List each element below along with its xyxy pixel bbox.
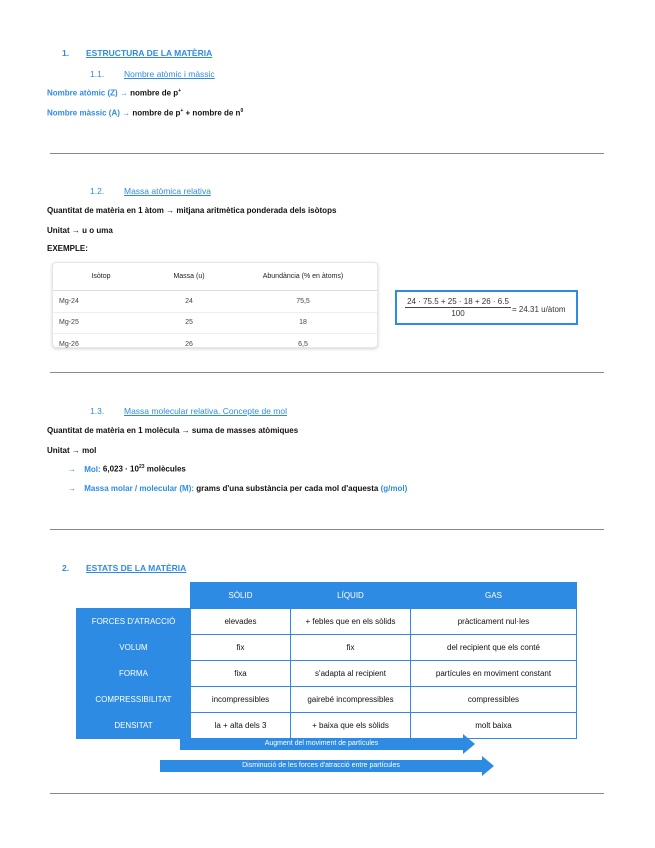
cell-abundance: 18 — [229, 312, 377, 334]
atomic-number-text: nombre de p — [130, 88, 179, 98]
table-cell: gairebé incompressibles — [291, 687, 411, 713]
molar-mass-text: grams d'una substància per cada mol d'aquesta — [196, 484, 379, 493]
divider — [50, 529, 604, 530]
table-cell: fixa — [191, 661, 291, 687]
formula-result: = 24.31 u/àtom — [512, 305, 566, 314]
divider — [50, 372, 604, 373]
formula-denominator: 100 — [451, 309, 465, 318]
table-cell: + baixa que els sòlids — [291, 713, 411, 739]
table-row — [77, 687, 577, 713]
atomic-mass-quantity: Quantitat de matèria en 1 àtom → mitjana aritmètica ponderada dels isòtops — [47, 206, 337, 215]
particle-motion-arrow: Augment del moviment de partícules — [180, 738, 463, 750]
row-header: FORMA — [77, 661, 191, 687]
isotope-table-header — [53, 263, 377, 291]
molar-mass-unit: (g/mol) — [380, 484, 408, 493]
arrow-bullet-icon: → — [68, 484, 76, 493]
subsection-1-2-number: 1.2. — [90, 186, 105, 196]
mass-number-line — [47, 108, 243, 118]
table-corner — [77, 583, 191, 609]
table-cell: + febles que en els sòlids — [291, 609, 411, 635]
section-2-title[interactable]: ESTATS DE LA MATÈRIA — [86, 563, 187, 573]
table-row — [77, 609, 577, 635]
subsection-1-1-number: 1.1. — [90, 69, 105, 79]
formula-box — [395, 290, 578, 325]
divider — [50, 793, 604, 794]
table-row — [77, 713, 577, 739]
table-cell: s'adapta al recipient — [291, 661, 411, 687]
column-solid: SÒLID — [191, 583, 291, 609]
mol-bullet — [68, 464, 186, 474]
table-cell: fix — [191, 635, 291, 661]
states-table — [76, 582, 577, 739]
table-cell: elevades — [191, 609, 291, 635]
proton-sup-2: + — [180, 108, 184, 114]
formula-fraction — [405, 297, 511, 318]
section-1-title[interactable]: ESTRUCTURA DE LA MATÈRIA — [86, 48, 213, 58]
atomic-mass-unit: Unitat → u o uma — [47, 226, 113, 235]
attraction-forces-arrow: Disminució de les forces d'atracció entre partícules — [160, 760, 482, 772]
mass-number-text-b: + nombre de n — [183, 108, 241, 118]
states-header-row — [77, 583, 577, 609]
section-1-number: 1. — [62, 48, 70, 58]
column-gas: GAS — [411, 583, 577, 609]
mol-text: 6,023 · 10 — [102, 464, 139, 474]
mol-tail: molècules — [144, 464, 186, 474]
subsection-1-2-title[interactable]: Massa atòmica relativa — [124, 186, 211, 196]
table-cell: partícules en moviment constant — [411, 661, 577, 687]
cell-isotope: Mg-26 — [59, 340, 79, 348]
molar-mass-label: Massa molar / molecular (M): — [84, 484, 195, 493]
formula-numerator: 24 · 75.5 + 25 · 18 + 26 · 6.5 — [405, 297, 511, 308]
table-row — [53, 334, 377, 355]
subsection-1-3-title[interactable]: Massa molecular relativa. Concepte de mol — [124, 406, 287, 416]
molecular-mass-quantity: Quantitat de matèria en 1 molècula → suma de masses atòmiques — [47, 426, 299, 435]
cell-mass: 24 — [149, 291, 229, 313]
row-header: FORCES D'ATRACCIÓ — [77, 609, 191, 635]
subsection-1-1-title[interactable]: Nombre atòmic i màssic — [124, 69, 215, 79]
section-2-number: 2. — [62, 563, 70, 573]
table-cell: fix — [291, 635, 411, 661]
isotope-table-card — [52, 262, 378, 348]
proton-sup: + — [178, 88, 182, 94]
subsection-1-3-number: 1.3. — [90, 406, 105, 416]
example-label: EXEMPLE: — [47, 244, 88, 253]
arrow-bullet-icon: → — [68, 464, 76, 474]
header-mass: Massa (u) — [149, 263, 229, 291]
table-cell: compressibles — [411, 687, 577, 713]
cell-mass: 26 — [185, 340, 193, 348]
molar-mass-bullet — [68, 484, 407, 493]
avogadro-exponent: 23 — [138, 464, 145, 470]
table-cell: pràcticament nul·les — [411, 609, 577, 635]
row-header: COMPRESSIBILITAT — [77, 687, 191, 713]
row-header: VOLUM — [77, 635, 191, 661]
table-cell: incompressibles — [191, 687, 291, 713]
mass-number-text-a: nombre de p — [132, 108, 181, 118]
row-header: DENSITAT — [77, 713, 191, 739]
table-row — [53, 291, 377, 313]
cell-isotope: Mg-24 — [53, 291, 149, 313]
isotope-table — [53, 263, 377, 355]
molecular-mass-unit: Unitat → mol — [47, 446, 97, 455]
header-isotope: Isòtop — [53, 263, 149, 291]
atomic-number-label: Nombre atòmic (Z) → — [47, 88, 128, 98]
cell-mass: 25 — [149, 312, 229, 334]
table-row — [53, 312, 377, 334]
cell-abundance: 6,5 — [298, 340, 308, 348]
atomic-number-line — [47, 88, 181, 98]
table-cell: del recipient que els conté — [411, 635, 577, 661]
header-abundance: Abundància (% en àtoms) — [229, 263, 377, 291]
divider — [50, 153, 604, 154]
mass-number-label: Nombre màssic (A) → — [47, 108, 131, 118]
table-cell: la + alta dels 3 — [191, 713, 291, 739]
neutron-sup: 0 — [240, 108, 244, 114]
table-cell: molt baixa — [411, 713, 577, 739]
mol-label: Mol: — [84, 464, 101, 474]
table-row — [77, 635, 577, 661]
cell-abundance: 75,5 — [229, 291, 377, 313]
table-row — [77, 661, 577, 687]
cell-isotope: Mg-25 — [53, 312, 149, 334]
column-liquid: LÍQUID — [291, 583, 411, 609]
